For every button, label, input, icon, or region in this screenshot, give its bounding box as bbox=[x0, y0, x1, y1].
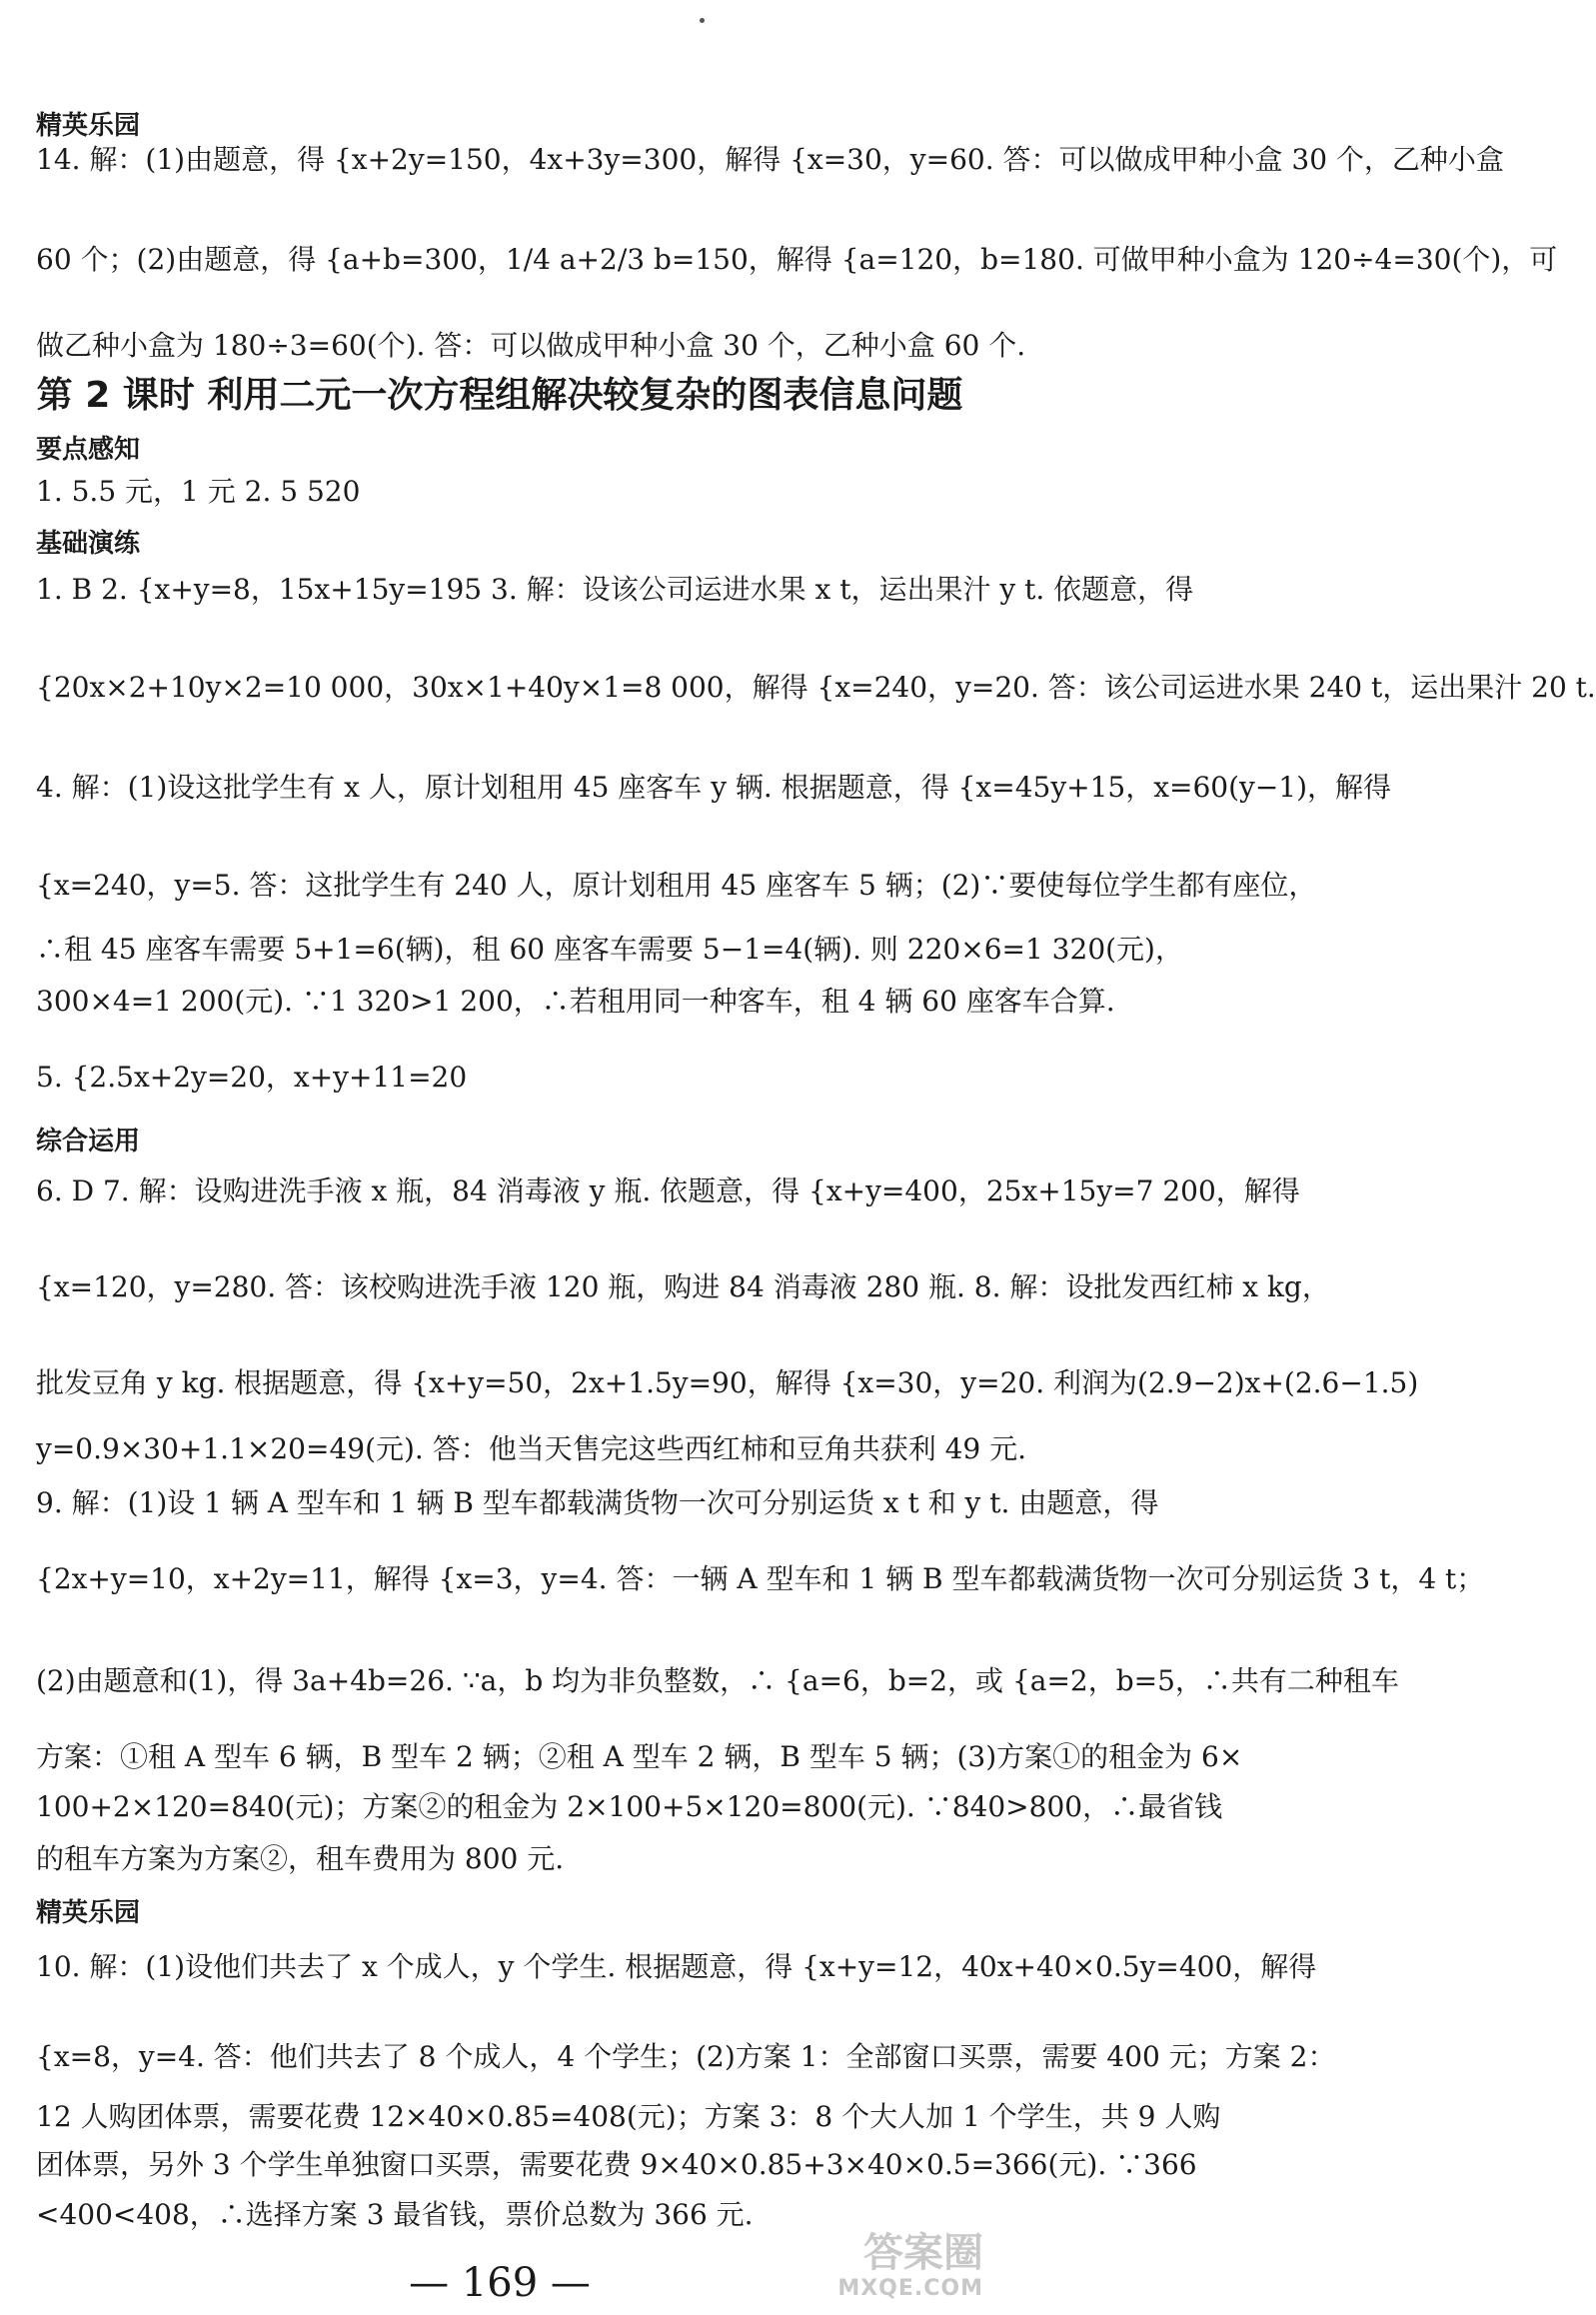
answer-line-10: 300×4=1 200(元). ∵1 320>1 200，∴若租用同一种客车，租 4 辆 60 座客车合算. bbox=[36, 985, 1115, 1018]
watermark-text: 答案圈 bbox=[863, 2230, 983, 2276]
lesson-heading: 第 2 课时 利用二元一次方程组解决较复杂的图表信息问题 bbox=[36, 375, 963, 416]
answer-line-26: <400<408，∴选择方案 3 最省钱，票价总数为 366 元. bbox=[36, 2198, 754, 2231]
answer-line-16: 9. 解：(1)设 1 辆 A 型车和 1 辆 B 型车都载满货物一次可分别运货 x t 和 y t. 由题意，得 bbox=[36, 1486, 1159, 1519]
watermark-logo bbox=[837, 2230, 983, 2301]
answer-line-8: {x=240，y=5. 答：这批学生有 240 人，原计划租用 45 座客车 5 辆；(2)∵要使每位学生都有座位， bbox=[36, 869, 1317, 902]
answer-line-9: ∴租 45 座客车需要 5+1=6(辆)，租 60 座客车需要 5−1=4(辆). 则 220×6=1 320(元)， bbox=[36, 933, 1183, 966]
answer-line-14: 批发豆角 y kg. 根据题意，得 {x+y=50，2x+1.5y=90，解得 {x=30，y=20. 利润为(2.9−2)x+(2.6−1.5) bbox=[36, 1366, 1419, 1399]
section-label-elite-1: 精英乐园 bbox=[36, 111, 141, 141]
answer-line-6: {20x×2+10y×2=10 000，30x×1+40y×1=8 000，解得 {x=240，y=20. 答：该公司运进水果 240 t，运出果汁 20 t. bbox=[36, 671, 1596, 704]
watermark-url: MXQE.COM bbox=[837, 2276, 983, 2301]
answer-line-3: 做乙种小盒为 180÷3=60(个). 答：可以做成甲种小盒 30 个，乙种小盒 60 个. bbox=[36, 329, 1026, 362]
answer-line-23: {x=8，y=4. 答：他们共去了 8 个成人，4 个学生；(2)方案 1：全部窗口买票，需要 400 元；方案 2： bbox=[36, 2040, 1336, 2073]
section-label-comprehensive: 综合运用 bbox=[36, 1127, 141, 1157]
answer-line-19: 方案：①租 A 型车 6 辆，B 型车 2 辆；②租 A 型车 2 辆，B 型车 5 辆；(3)方案①的租金为 6× bbox=[36, 1740, 1243, 1773]
answer-line-21: 的租车方案为方案②，租车费用为 800 元. bbox=[36, 1842, 565, 1875]
answer-line-15: y=0.9×30+1.1×20=49(元). 答：他当天售完这些西红柿和豆角共获利 49 元. bbox=[36, 1432, 1027, 1465]
answer-line-20: 100+2×120=840(元)；方案②的租金为 2×100+5×120=800(元). ∵840>800，∴最省钱 bbox=[36, 1790, 1223, 1823]
section-label-elite-2: 精英乐园 bbox=[36, 1898, 141, 1928]
answer-line-22: 10. 解：(1)设他们共去了 x 个成人，y 个学生. 根据题意，得 {x+y=12，40x+40×0.5y=400，解得 bbox=[36, 1950, 1317, 1983]
page-number: — 169 — bbox=[409, 2260, 591, 2306]
section-label-key-points: 要点感知 bbox=[36, 435, 141, 465]
answer-line-24: 12 人购团体票，需要花费 12×40×0.85=408(元)；方案 3：8 个大人加 1 个学生，共 9 人购 bbox=[36, 2100, 1221, 2133]
answer-line-12: 6. D 7. 解：设购进洗手液 x 瓶，84 消毒液 y 瓶. 依题意，得 {x+y=400，25x+15y=7 200，解得 bbox=[36, 1174, 1300, 1207]
answer-line-25: 团体票，另外 3 个学生单独窗口买票，需要花费 9×40×0.85+3×40×0.5=366(元). ∵366 bbox=[36, 2148, 1197, 2181]
answer-line-7: 4. 解：(1)设这批学生有 x 人，原计划租用 45 座客车 y 辆. 根据题意，得 {x=45y+15，x=60(y−1)，解得 bbox=[36, 771, 1392, 804]
answer-line-2: 60 个；(2)由题意，得 {a+b=300，1/4 a+2/3 b=150，解得 {a=120，b=180. 可做甲种小盒为 120÷4=30(个)，可 bbox=[36, 243, 1558, 276]
answer-line-4: 1. 5.5 元，1 元 2. 5 520 bbox=[36, 475, 361, 508]
speck bbox=[700, 18, 705, 23]
answer-line-5: 1. B 2. {x+y=8，15x+15y=195 3. 解：设该公司运进水果 x t，运出果汁 y t. 依题意，得 bbox=[36, 573, 1194, 606]
answer-line-11: 5. {2.5x+2y=20，x+y+11=20 bbox=[36, 1061, 468, 1094]
answer-line-1: 14. 解：(1)由题意，得 {x+2y=150，4x+3y=300，解得 {x=30，y=60. 答：可以做成甲种小盒 30 个，乙种小盒 bbox=[36, 143, 1504, 176]
section-label-basic-practice: 基础演练 bbox=[36, 529, 141, 559]
answer-line-13: {x=120，y=280. 答：该校购进洗手液 120 瓶，购进 84 消毒液 280 瓶. 8. 解：设批发西红柿 x kg， bbox=[36, 1270, 1330, 1303]
answer-line-18: (2)由题意和(1)，得 3a+4b=26. ∵a，b 均为非负整数，∴ {a=6，b=2，或 {a=2，b=5，∴共有二种租车 bbox=[36, 1664, 1399, 1697]
answer-line-17: {2x+y=10，x+2y=11，解得 {x=3，y=4. 答：一辆 A 型车和 1 辆 B 型车都载满货物一次可分别运货 3 t，4 t； bbox=[36, 1562, 1485, 1595]
